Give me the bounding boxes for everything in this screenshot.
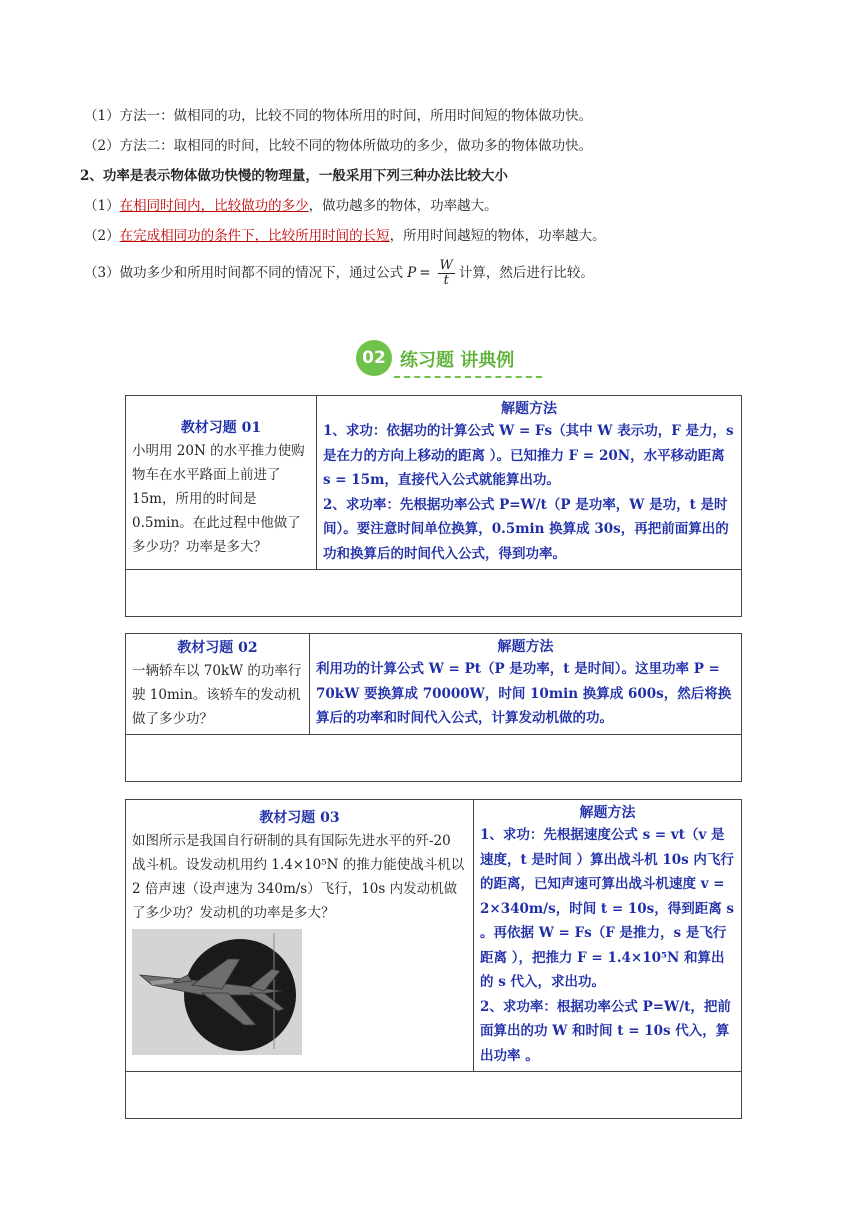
problem-03-method: 1、求功：先根据速度公式 s = vt（v 是速度，t 是时间 ）算出战斗机 10s 内飞行的距离，已知声速可算出战斗机速度 v = 2×340m/s，时间 t = 10s，得到距离 s 。再依据 W = Fs（F 是推力，s 是飞行距离 ），把推力 F = 1.4×10⁵N 和算出的 s 代入，求出功。 2、求功率：根据功率公式 P=W/t，把前面算出的功 W 和时间 t = 10s 代入，算出功率 。 xyxy=(480,827,735,1064)
problem-02-question: 一辆轿车以 70kW 的功率行驶 10min。该轿车的发动机做了多少功？ xyxy=(132,663,302,727)
section-underline xyxy=(394,376,542,378)
j20-fighter-jet-image xyxy=(132,929,302,1055)
problem-02-method-title: 解题方法 xyxy=(497,639,554,655)
section-title: 练习题 讲典例 xyxy=(400,350,515,371)
item-3-before: （3）做功多少和所用时间都不同的情况下，通过公式 xyxy=(84,265,404,281)
compare-item-2 xyxy=(84,226,606,246)
problem-03-method-cell xyxy=(474,800,742,1072)
problem-01-method-title: 解题方法 xyxy=(501,401,557,417)
problem-02-answer-area[interactable] xyxy=(126,735,742,782)
problem-02-question-cell xyxy=(126,634,310,735)
problem-03-question-cell xyxy=(126,800,474,1072)
item-2-prefix: （2） xyxy=(84,228,120,244)
problem-02-table xyxy=(125,633,742,782)
formula-equals: = xyxy=(419,265,431,281)
item-2-highlight: 在完成相同功的条件下，比较所用时间的长短 xyxy=(119,228,390,244)
formula-lhs: P xyxy=(407,265,417,281)
item-3-after: 计算，然后进行比较。 xyxy=(458,265,594,281)
problem-02-title: 教材习题 02 xyxy=(177,640,258,656)
formula-numerator: W xyxy=(439,257,453,273)
problem-01-title: 教材习题 01 xyxy=(180,420,262,436)
formula-denominator: t xyxy=(443,272,449,288)
formula-fraction xyxy=(438,259,455,288)
power-formula xyxy=(407,259,455,288)
power-heading: 2、功率是表示物体做功快慢的物理量，一般采用下列三种办法比较大小 xyxy=(80,168,508,184)
problem-01-answer-area[interactable] xyxy=(126,570,742,617)
item-1-prefix: （1） xyxy=(84,198,120,214)
problem-03-title: 教材习题 03 xyxy=(259,810,340,826)
problem-01-method-cell xyxy=(317,396,742,570)
problem-01-question-cell xyxy=(126,396,317,570)
problem-03-answer-area[interactable] xyxy=(126,1072,742,1119)
method-one-line: （1）方法一：做相同的功，比较不同的物体所用的时间，所用时间短的物体做功快。 xyxy=(84,108,593,124)
compare-item-3 xyxy=(84,256,594,290)
problem-01-table xyxy=(125,395,742,617)
problem-03-question: 如图所示是我国自行研制的具有国际先进水平的歼-20 战斗机。设发动机用约 1.4×10⁵N 的推力能使战斗机以 2 倍声速（设声速为 340m/s）飞行，10s 内发动机做了多少功？发动机的功率是多大？ xyxy=(132,833,465,921)
item-1-highlight: 在相同时间内，比较做功的多少 xyxy=(119,198,309,214)
problem-01-method: 1、求功：依据功的计算公式 W = Fs（其中 W 表示功，F 是力，s 是在力的方向上移动的距离 ）。已知推力 F = 20N，水平移动距离 s = 15m，直接代入公式就能算出功。 2、求功率：先根据功率公式 P=W/t（P 是功率，W 是功，t 是时间）。要注意时间单位换算，0.5min 换算成 30s，再把前面算出的功和换算后的时间代入公式，得到功率。 xyxy=(323,423,734,562)
fighter-jet-icon xyxy=(132,929,302,1055)
problem-02-method: 利用功的计算公式 W = Pt（P 是功率，t 是时间）。这里功率 P = 70kW 要换算成 70000W，时间 10min 换算成 600s，然后将换算后的功率和时间代入公式，计算发动机做的功。 xyxy=(316,661,732,726)
problem-03-table xyxy=(125,799,742,1119)
item-2-rest: ，所用时间越短的物体，功率越大。 xyxy=(389,228,606,244)
problem-01-question: 小明用 20N 的水平推力使购物车在水平路面上前进了 15m，所用的时间是 0.5min。在此过程中他做了多少功？功率是多大？ xyxy=(132,443,305,555)
problem-02-method-cell xyxy=(310,634,742,735)
compare-item-1 xyxy=(84,196,498,216)
method-two-line: （2）方法二：取相同的时间，比较不同的物体所做功的多少，做功多的物体做功快。 xyxy=(84,138,593,154)
item-1-rest: ，做功越多的物体，功率越大。 xyxy=(308,198,498,214)
section-number-badge: 02 xyxy=(356,340,392,376)
problem-03-method-title: 解题方法 xyxy=(579,805,636,821)
